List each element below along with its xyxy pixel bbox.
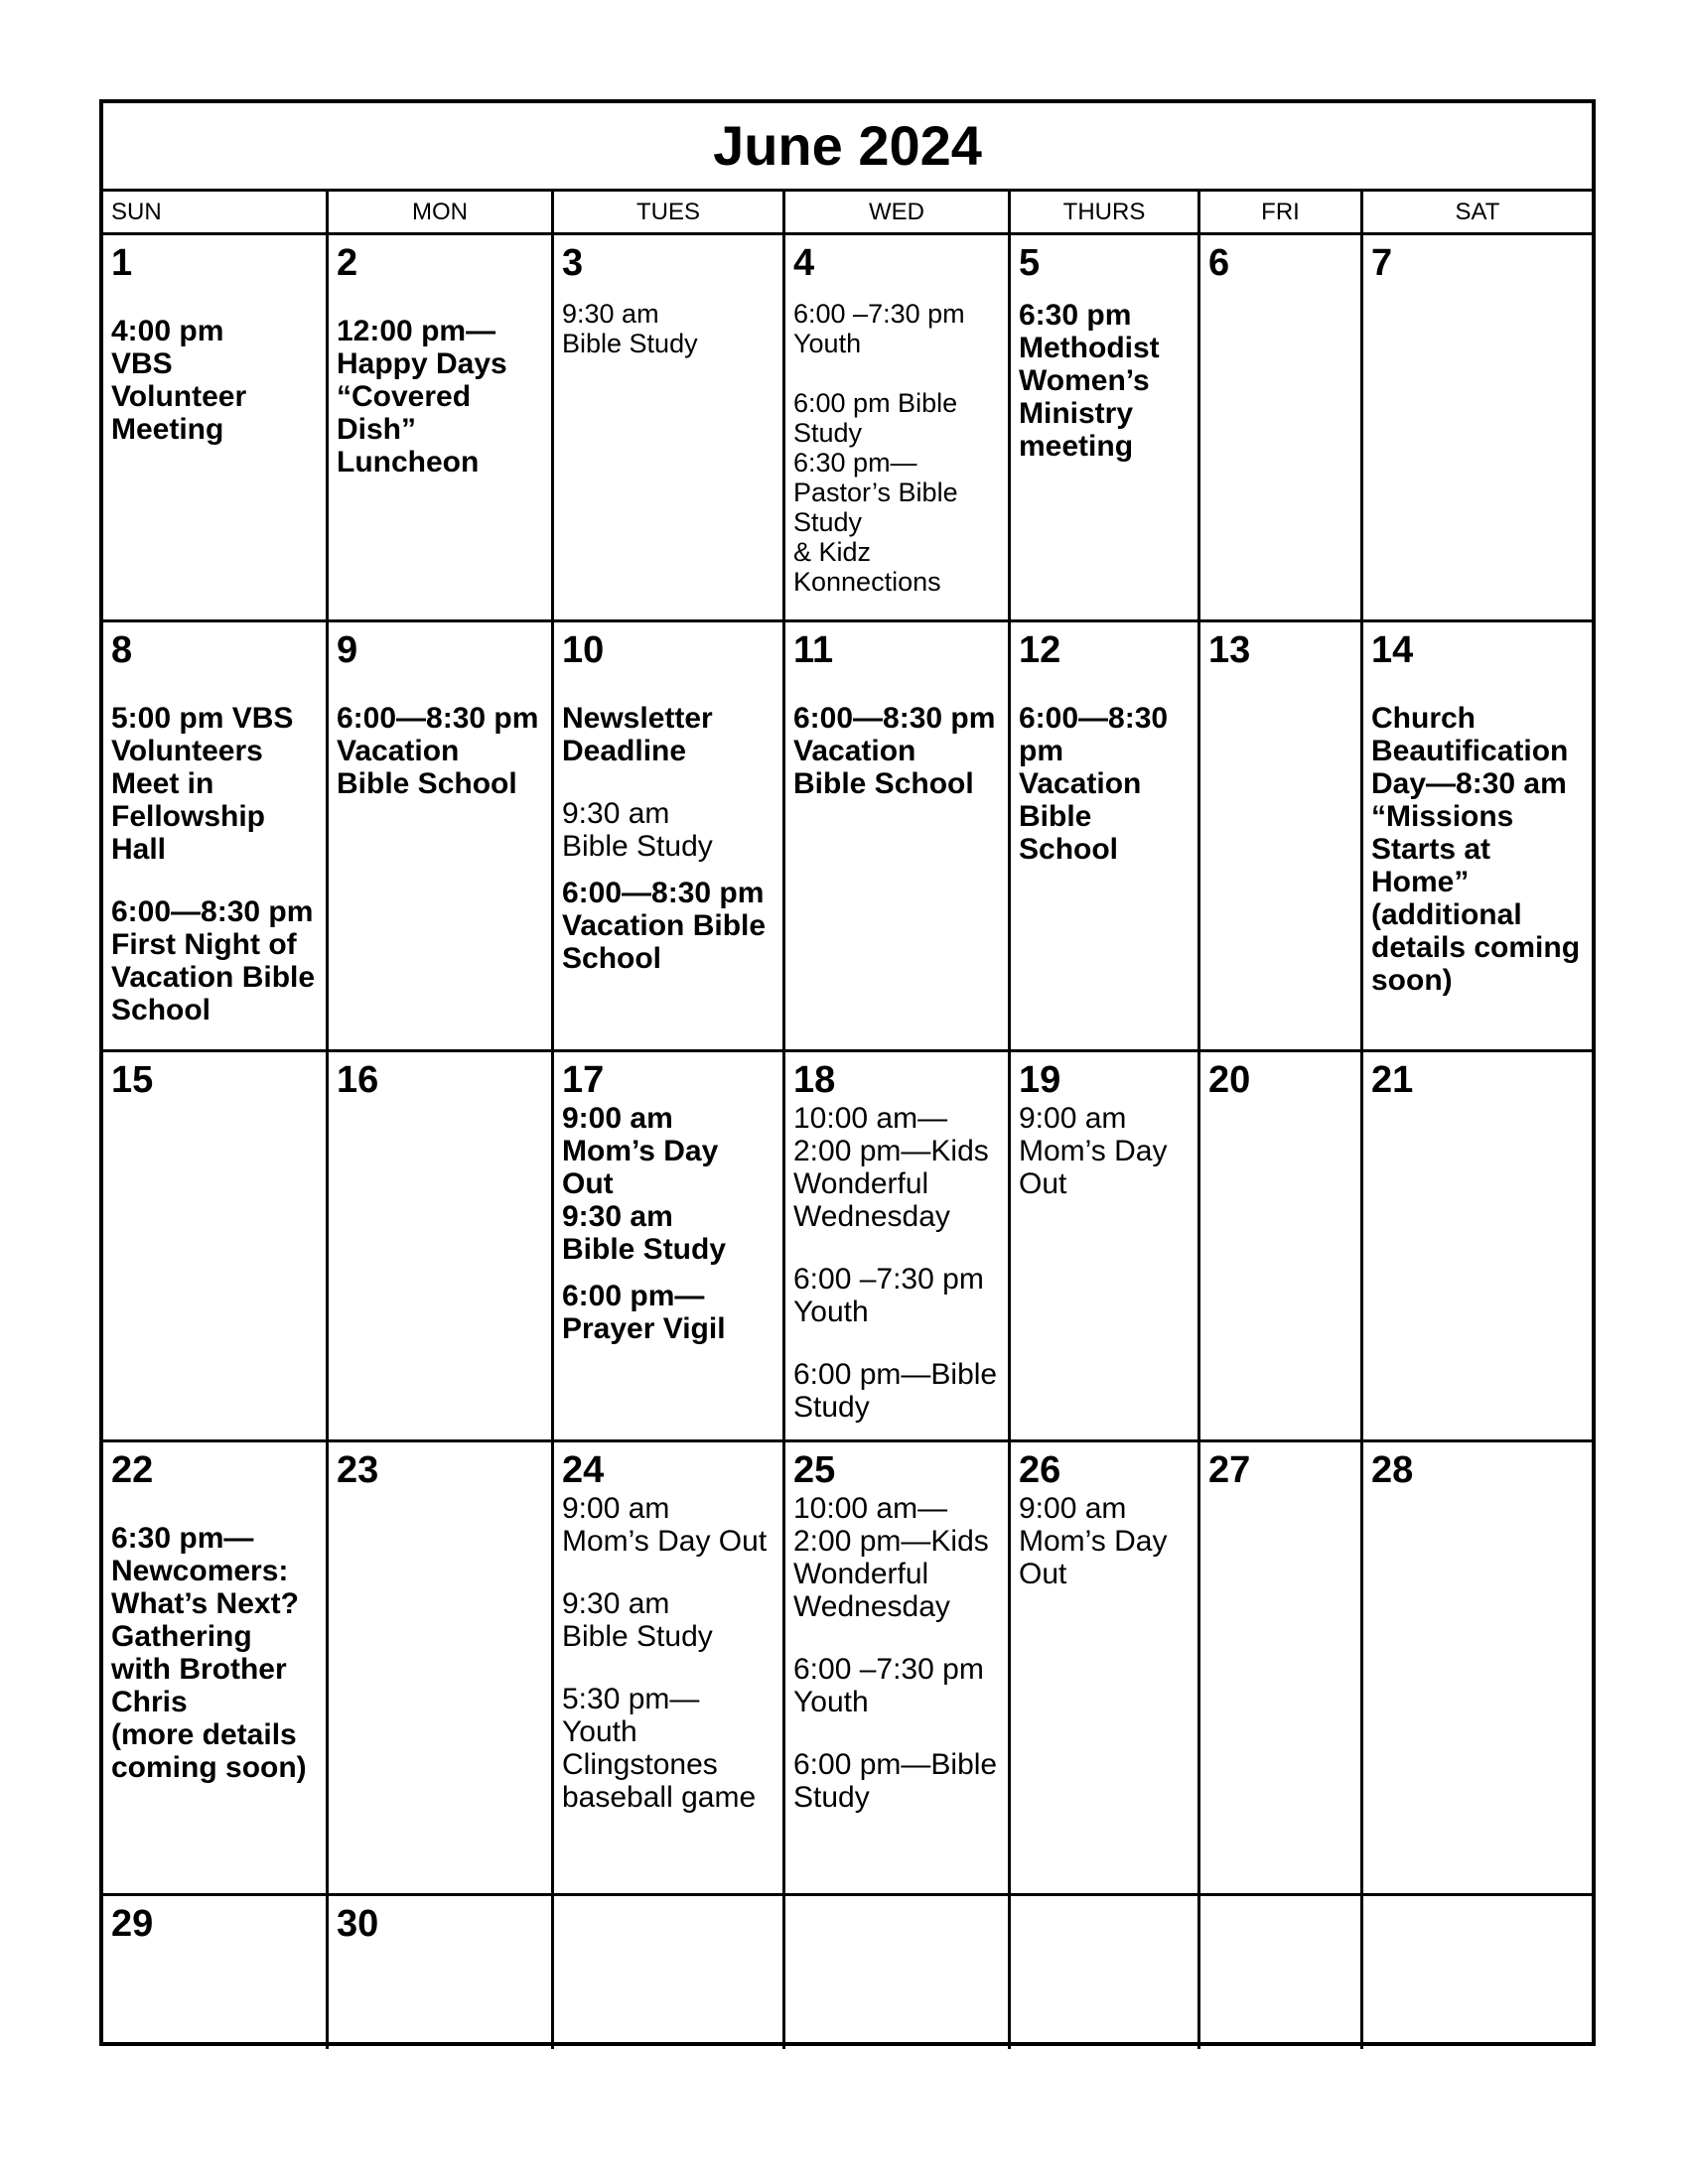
day-number: 21: [1371, 1059, 1414, 1101]
day-number: 27: [1208, 1449, 1251, 1491]
day-cell-5: [1011, 235, 1200, 622]
calendar: [99, 99, 1596, 2046]
day-cell-12: [1011, 622, 1200, 1052]
event-text: 6:00—8:30 pm First Night of Vacation Bible School: [111, 895, 316, 1026]
day-number: 16: [337, 1059, 379, 1101]
empty-day-cell: [1363, 1896, 1592, 2049]
event-text: 10:00 am— 2:00 pm—Kids Wonderful Wednesday: [793, 1492, 989, 1623]
day-number: 3: [562, 242, 584, 284]
day-cell-7: [1363, 235, 1592, 622]
day-cell-10: [554, 622, 785, 1052]
event-text: Newsletter Deadline: [562, 702, 713, 767]
weekday-mon: MON: [329, 192, 554, 235]
day-cell-18: [785, 1052, 1011, 1442]
day-cell-14: [1363, 622, 1592, 1052]
day-number: 19: [1019, 1059, 1061, 1101]
calendar-title: June 2024: [103, 103, 1592, 192]
day-cell-27: [1200, 1442, 1363, 1896]
day-number: 7: [1371, 242, 1393, 284]
empty-day-cell: [554, 1896, 785, 2049]
day-cell-21: [1363, 1052, 1592, 1442]
day-number: 9: [337, 629, 358, 671]
day-number: 2: [337, 242, 358, 284]
day-cell-29: [103, 1896, 329, 2049]
day-number: 28: [1371, 1449, 1414, 1491]
event-text: 10:00 am— 2:00 pm—Kids Wonderful Wednesday: [793, 1102, 989, 1233]
day-cell-22: [103, 1442, 329, 1896]
day-number: 10: [562, 629, 605, 671]
day-cell-16: [329, 1052, 554, 1442]
day-cell-23: [329, 1442, 554, 1896]
day-cell-17: [554, 1052, 785, 1442]
day-number: 20: [1208, 1059, 1251, 1101]
event-text: 6:00 pm—Bible Study: [793, 1358, 998, 1424]
day-number: 12: [1019, 629, 1061, 671]
weekday-sat: SAT: [1363, 192, 1592, 235]
event-text: 6:00 pm Bible Study 6:30 pm— Pastor’s Bible Study & Kidz Konnections: [793, 388, 958, 597]
day-number: 17: [562, 1059, 605, 1101]
day-number: 5: [1019, 242, 1041, 284]
day-cell-24: [554, 1442, 785, 1896]
empty-day-cell: [1200, 1896, 1363, 2049]
weekday-thurs: THURS: [1011, 192, 1200, 235]
day-number: 13: [1208, 629, 1251, 671]
day-number: 1: [111, 242, 133, 284]
event-text: 6:00—8:30 pm Vacation Bible School: [562, 877, 767, 975]
event-text: 9:30 am Bible Study: [562, 299, 698, 358]
day-cell-19: [1011, 1052, 1200, 1442]
day-cell-13: [1200, 622, 1363, 1052]
weekday-wed: WED: [785, 192, 1011, 235]
day-cell-2: [329, 235, 554, 622]
day-cell-30: [329, 1896, 554, 2049]
day-number: 30: [337, 1903, 379, 1945]
day-number: 25: [793, 1449, 836, 1491]
event-text: 6:00 –7:30 pm Youth: [793, 299, 965, 358]
day-cell-11: [785, 622, 1011, 1052]
day-cell-28: [1363, 1442, 1592, 1896]
calendar-grid: [103, 192, 1592, 2049]
event-text: 9:30 am Bible Study: [562, 797, 713, 863]
weekday-tues: TUES: [554, 192, 785, 235]
day-cell-26: [1011, 1442, 1200, 1896]
event-text: 12:00 pm— Happy Days “Covered Dish” Luncheon: [337, 315, 507, 478]
day-cell-25: [785, 1442, 1011, 1896]
event-text: 5:30 pm— Youth Clingstones baseball game: [562, 1683, 757, 1814]
event-text: 9:00 am Mom’s Day Out: [1019, 1102, 1168, 1200]
day-number: 26: [1019, 1449, 1061, 1491]
event-text: 9:30 am Bible Study: [562, 1587, 713, 1653]
event-text: 5:00 pm VBS Volunteers Meet in Fellowship Hall: [111, 702, 294, 866]
day-number: 11: [793, 629, 834, 671]
day-number: 24: [562, 1449, 605, 1491]
event-text: Church Beautification Day—8:30 am “Missions Starts at Home” (additional details coming soon): [1371, 702, 1581, 997]
day-number: 18: [793, 1059, 836, 1101]
empty-day-cell: [1011, 1896, 1200, 2049]
day-number: 8: [111, 629, 133, 671]
day-number: 4: [793, 242, 815, 284]
day-cell-9: [329, 622, 554, 1052]
event-text: 6:00 –7:30 pm Youth: [793, 1263, 984, 1328]
event-text: 6:30 pm Methodist Women’s Ministry meeting: [1019, 299, 1160, 463]
event-text: 9:00 am Mom’s Day Out: [1019, 1492, 1168, 1590]
event-text: 6:30 pm— Newcomers: What’s Next? Gathering with Brother Chris (more details coming soon): [111, 1522, 307, 1784]
day-cell-20: [1200, 1052, 1363, 1442]
event-text: 6:00—8:30 pm Vacation Bible School: [337, 702, 539, 800]
event-text: 9:00 am Mom’s Day Out: [562, 1492, 768, 1558]
event-text: 6:00 pm— Prayer Vigil: [562, 1280, 726, 1345]
day-cell-1: [103, 235, 329, 622]
empty-day-cell: [785, 1896, 1011, 2049]
day-cell-3: [554, 235, 785, 622]
day-cell-15: [103, 1052, 329, 1442]
day-number: 23: [337, 1449, 379, 1491]
day-cell-4: [785, 235, 1011, 622]
event-text: 9:00 am Mom’s Day Out 9:30 am Bible Study: [562, 1102, 727, 1266]
event-text: 4:00 pm VBS Volunteer Meeting: [111, 315, 247, 446]
event-text: 6:00 pm—Bible Study: [793, 1748, 998, 1814]
weekday-fri: FRI: [1200, 192, 1363, 235]
weekday-sun: SUN: [103, 192, 329, 235]
day-number: 15: [111, 1059, 154, 1101]
day-cell-6: [1200, 235, 1363, 622]
event-text: 6:00—8:30 pm Vacation Bible School: [1019, 702, 1169, 866]
event-text: 6:00—8:30 pm Vacation Bible School: [793, 702, 996, 800]
day-number: 14: [1371, 629, 1414, 671]
day-number: 29: [111, 1903, 154, 1945]
day-number: 6: [1208, 242, 1230, 284]
event-text: 6:00 –7:30 pm Youth: [793, 1653, 984, 1718]
day-number: 22: [111, 1449, 154, 1491]
day-cell-8: [103, 622, 329, 1052]
